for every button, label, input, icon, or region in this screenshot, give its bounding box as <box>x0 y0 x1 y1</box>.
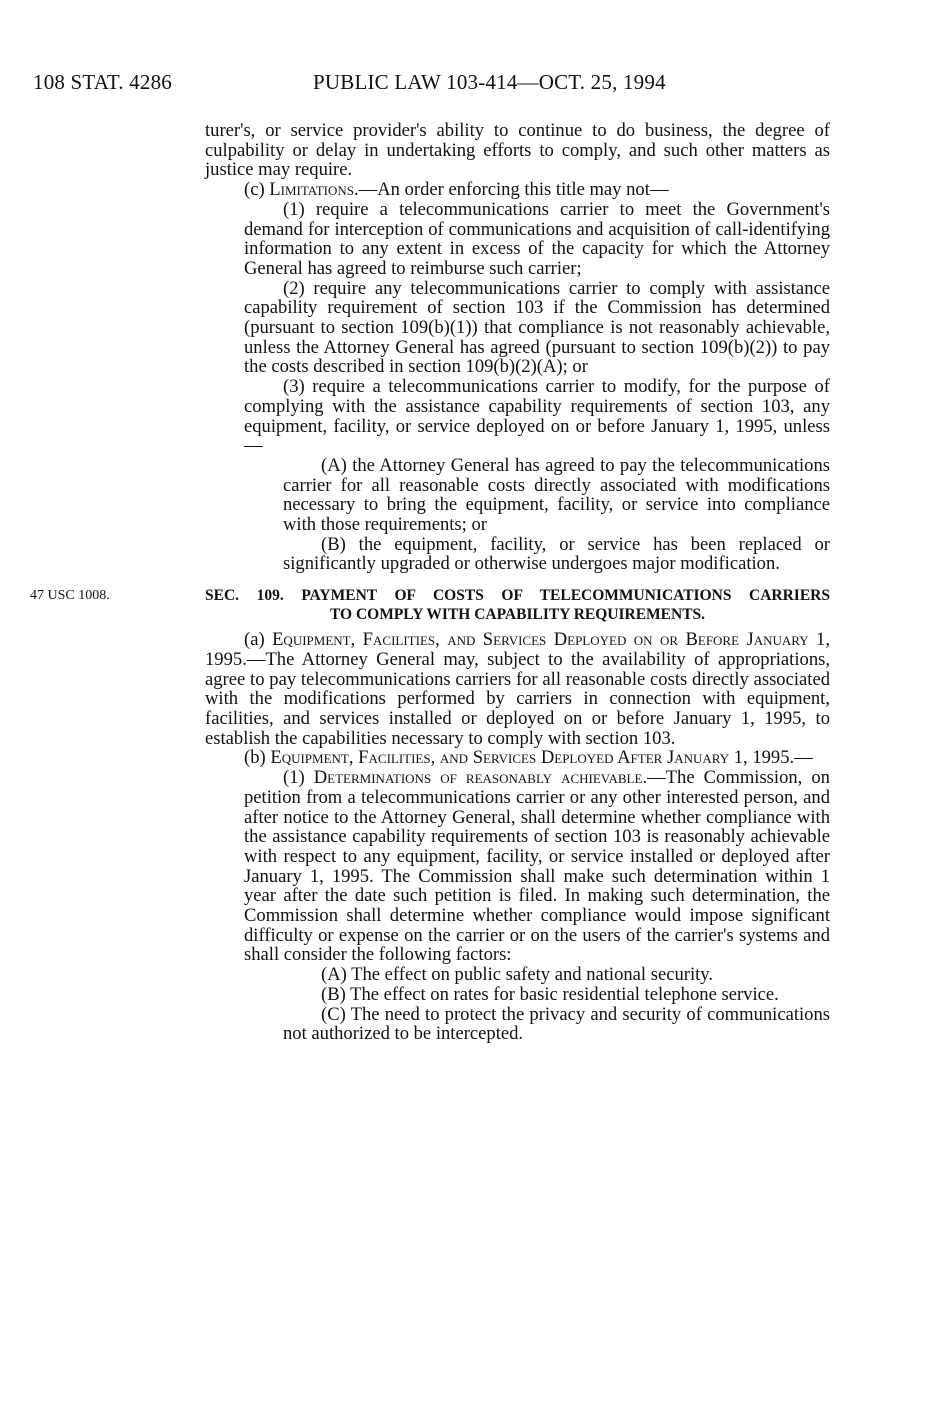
subsection-c-text: —An order enforcing this title may not— <box>358 179 669 201</box>
paragraph-b1-label: (1) <box>283 767 314 789</box>
subsection-c-label: (c) <box>244 179 270 201</box>
paragraph-b1-heading: Determinations of reasonably achievable. <box>313 767 648 789</box>
section-heading-line-2: TO COMPLY WITH CAPABILITY REQUIREMENTS. <box>329 606 706 624</box>
section-heading <box>30 586 830 624</box>
subsection-a-label: (a) <box>244 629 273 651</box>
subparagraph-c3A: (A) the Attorney General has agreed to pay the telecommunications carrier for all reasonable costs directly associated with modifications necessary to bring the equipment, facility, or service into compliance with those requirements; or <box>283 454 830 536</box>
paragraph-b1 <box>205 768 830 965</box>
subparagraph-b1C: (C) The need to protect the privacy and security of communications not authorized to be intercepted. <box>283 1003 830 1045</box>
subparagraph-c3B: (B) the equipment, facility, or service has been replaced or significantly upgraded or otherwise undergoes major modification. <box>283 533 830 575</box>
subsection-b <box>205 748 830 768</box>
section-heading-line-1: SEC. 109. PAYMENT OF COSTS OF TELECOMMUNICATIONS CARRIERS <box>205 587 830 605</box>
subsection-a <box>205 630 830 748</box>
statute-page-number: 108 STAT. 4286 <box>33 70 172 94</box>
subparagraph-b1A: (A) The effect on public safety and national security. <box>321 964 714 986</box>
page-body <box>30 120 830 1045</box>
subsection-c <box>205 180 830 200</box>
subsection-b-text: — <box>794 747 813 769</box>
subsection-b-label: (b) <box>244 747 271 769</box>
subsection-a-heading: Equipment, Facilities, and Services Deployed on or Before January 1, 1995. <box>205 629 830 670</box>
subsection-c-heading: Limitations. <box>269 179 359 201</box>
paragraph-c2: (2) require any telecommunications carrier to comply with assistance capability requirement of section 103 if the Commission has determined (pursuant to section 109(b)(1)) that compliance is not reasonably achievable, unless the Attorney General has agreed (pursuant to section 109(b)(2)) to pay the costs described in section 109(b)(2)(A); or <box>244 277 830 378</box>
usc-margin-note: 47 USC 1008. <box>30 588 110 604</box>
paragraph-b1-text: —The Commission, on petition from a telecommunications carrier or any other interested person, and after notice to the Attorney General, shall determine whether compliance with the assistance capability requirements of section 103 is reasonably achievable with respect to any equipment, facility, or service installed or deployed after January 1, 1995. The Commission shall make such determination within 1 year after the date such petition is filed. In making such determination, the Commission shall determine whether compliance would impose significant difficulty or expense on the carrier or on the users of the carrier's systems and shall consider the following factors: <box>244 767 830 966</box>
paragraph-c1: (1) require a telecommunications carrier to meet the Government's demand for interception of communications and acquisition of call-identifying information to any extent in excess of the capacity for which the Attorney General has agreed to reimburse such carrier; <box>244 198 830 279</box>
subparagraph-b1B: (B) The effect on rates for basic residential telephone service. <box>321 983 779 1005</box>
subsection-b-heading: Equipment, Facilities, and Services Deployed After January 1, 1995. <box>270 747 795 769</box>
continuation-paragraph: turer's, or service provider's ability to continue to do business, the degree of culpability or delay in undertaking efforts to comply, and such other matters as justice may require. <box>205 120 830 181</box>
subsection-a-text: —The Attorney General may, subject to the availability of appropriations, agree to pay telecommunications carriers for all reasonable costs directly associated with the modifications performed by carriers in connection with equipment, facilities, and services installed or deployed on or before January 1, 1995, to establish the capabilities necessary to comply with section 103. <box>205 648 830 749</box>
paragraph-c3: (3) require a telecommunications carrier to modify, for the purpose of complying with the assistance capability requirements of section 103, any equipment, facility, or service deployed on or before January 1, 1995, unless— <box>244 376 830 457</box>
running-head: PUBLIC LAW 103-414—OCT. 25, 1994 <box>313 70 666 94</box>
